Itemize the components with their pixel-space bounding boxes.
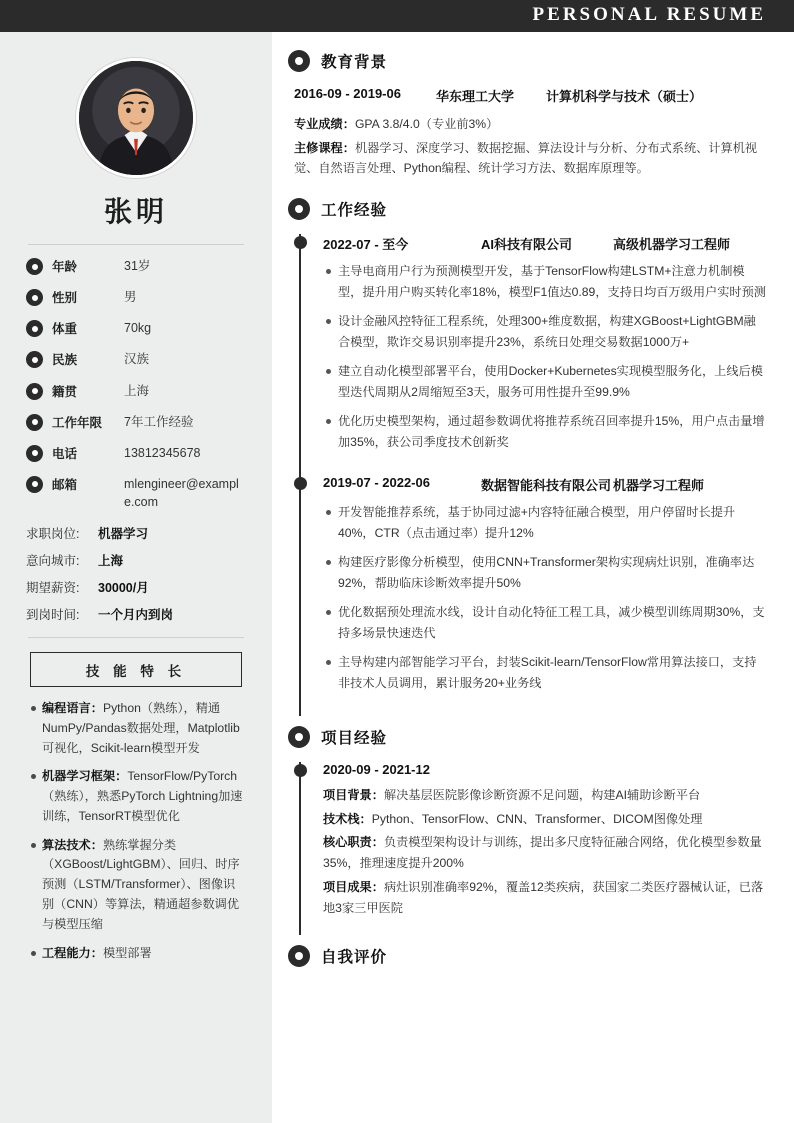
list-item: 设计金融风控特征工程系统，处理300+维度数据，构建XGBoost+LightGBM融合模型，欺诈交易识别率提升23%，系统日处理交易数据1000万+ [338,311,768,353]
education-school: 华东理工大学 [436,89,515,104]
intent-label: 期望薪资: [26,581,80,596]
intent-label: 求职岗位: [26,527,80,542]
work-header [323,475,768,494]
education-row [294,86,768,105]
work-date: 2022-07 - 至今 [323,237,409,253]
education-date: 2016-09 - 2019-06 [294,86,401,101]
work-timeline [299,234,768,716]
info-value: 31岁 [124,259,151,273]
detail-label: 项目成果： [323,879,384,894]
list-item [26,475,246,511]
intent-label: 意向城市: [26,554,80,569]
divider [28,244,244,245]
spacer [288,935,768,945]
detail-text: 解决基层医院影像诊断资源不足问题，构建AI辅助诊断平台 [383,787,701,802]
divider [28,637,244,638]
intent-value: 30000/月 [98,581,149,596]
timeline-dot-icon [294,477,307,490]
detail-label: 项目背景： [323,787,384,802]
sidebar [0,32,272,1123]
project-item [323,762,768,935]
list-item: 建立自动化模型部署平台，使用Docker+Kubernetes实现模型服务化，上线后模型迭代周期从2周缩短至3天，服务可用性提升至99.9% [338,361,768,403]
main-content [272,32,794,1123]
list-item [42,944,246,964]
list-item [26,413,246,431]
section-header-self-evaluation [288,945,768,967]
email-value: mlengineer@example.com [124,476,239,509]
info-value: 汉族 [124,352,150,367]
work-date: 2019-07 - 2022-06 [323,475,430,491]
skills-list [26,699,246,963]
work-item [323,234,768,475]
list-item [26,319,246,337]
project-detail [323,809,768,830]
detail-label: 核心职责： [323,835,384,850]
skill-text: 模型部署 [102,945,152,960]
mail-icon [26,476,43,493]
list-item [26,524,246,542]
info-value: 上海 [124,383,150,398]
circle-dot-icon [288,198,310,220]
phone-value: 13812345678 [124,445,201,460]
work-duty-list [323,261,768,453]
list-item: 主导构建内部智能学习平台，封装Scikit-learn/TensorFlow常用算法接口，支持非技术人员调用，累计服务20+业务线 [338,652,768,694]
project-detail [323,832,768,873]
list-item: 优化历史模型架构，通过超参数调优将推荐系统召回率提升15%，用户点击量增加35%，获公司季度技术创新奖 [338,411,768,453]
info-label: 电话 [52,446,78,461]
work-company: 数据智能科技有限公司 [481,478,612,494]
info-label: 邮箱 [52,477,78,492]
list-item [42,767,246,826]
intent-value: 上海 [98,554,124,569]
section-title: 教育背景 [321,54,388,71]
list-item [26,551,246,569]
project-date: 2020-09 - 2021-12 [323,761,430,777]
detail-text: 病灶识别准确率92%，覆盖12类疾病，获国家二类医疗器械认证，已落地3家三甲医院 [323,879,764,915]
section-header-education [288,50,768,72]
spacer [288,182,768,198]
detail-label: 专业成绩： [294,117,355,131]
intent-value: 一个月内到岗 [98,608,174,623]
detail-label: 技术栈： [323,811,372,826]
list-item [26,605,246,623]
skill-text: Python（熟练），精通NumPy/Pandas数据处理，Matplotlib可视化，Scikit-learn模型开发 [42,701,240,755]
section-title: 项目经验 [321,729,388,747]
skill-label: 算法技术： [42,837,103,852]
header-bar [0,0,794,32]
section-header-work [288,198,768,220]
detail-text: 负责模型架构设计与训练，提出多尺度特征融合网络，优化模型参数量35%，推理速度提升200% [323,835,762,871]
info-value: 7年工作经验 [124,414,194,429]
list-item [26,350,246,368]
page-title: PERSONAL RESUME [532,4,766,25]
skills-section-title: 技 能 特 长 [30,652,242,687]
project-detail [323,877,768,918]
timeline-dot-icon [294,236,307,249]
info-label: 年龄 [52,260,78,274]
section-title: 工作经验 [321,202,388,220]
circle-dot-icon [288,945,310,967]
skill-label: 机器学习框架： [42,769,128,784]
info-label: 籍贯 [52,384,78,399]
list-item [26,444,246,462]
list-item [26,578,246,596]
list-item [26,257,246,275]
personal-info-list [26,257,246,511]
circle-dot-icon [26,383,43,400]
candidate-name: 张明 [103,196,168,227]
detail-text: Python、TensorFlow、CNN、Transformer、DICOM图像处理 [371,811,703,826]
info-value: 男 [124,290,137,305]
education-detail [294,114,768,135]
intent-value: 机器学习 [98,527,149,542]
portrait-avatar-icon [79,61,193,175]
circle-dot-icon [26,351,43,368]
education-body [288,86,768,179]
list-item: 优化数据预处理流水线，设计自动化特征工程工具，减少模型训练周期30%，支持多场景快速迭代 [338,602,768,644]
info-label: 民族 [52,353,78,368]
circle-dot-icon [26,414,43,431]
circle-dot-icon [26,258,43,275]
intent-label: 到岗时间: [26,608,80,623]
section-title: 自我评价 [321,949,388,967]
info-label: 体重 [52,322,78,337]
spacer [288,716,768,726]
section-header-project [288,726,768,748]
list-item: 主导电商用户行为预测模型开发，基于TensorFlow构建LSTM+注意力机制模型，提升用户购买转化率18%，模型F1值达0.89，支持日均百万级用户实时预测 [338,261,768,303]
info-value: 70kg [124,321,152,336]
avatar [76,58,196,178]
list-item: 开发智能推荐系统，基于协同过滤+内容特征融合模型，用户停留时长提升40%，CTR（点击通过率）提升12% [338,502,768,544]
education-detail [294,138,768,179]
list-item: 构建医疗影像分析模型，使用CNN+Transformer架构实现病灶识别，准确率达92%，帮助临床诊断效率提升50% [338,552,768,594]
work-role: 高级机器学习工程师 [613,237,731,253]
work-header [323,234,768,253]
info-label: 性别 [52,291,78,306]
skill-label: 工程能力： [42,945,103,960]
skill-label: 编程语言： [42,701,103,716]
work-role: 机器学习工程师 [613,478,705,494]
work-duty-list [323,502,768,694]
project-timeline [299,762,768,935]
timeline-dot-icon [294,764,307,777]
circle-dot-icon [288,726,310,748]
list-item [42,699,246,758]
skill-text: 熟练掌握分类（XGBoost/LightGBM）、回归、时序预测（LSTM/Transformer）、图像识别（CNN）等算法，精通超参数调优与模型压缩 [42,837,240,931]
circle-dot-icon [26,320,43,337]
circle-dot-icon [288,50,310,72]
detail-text: 机器学习、深度学习、数据挖掘、算法设计与分析、分布式系统、计算机视觉、自然语言处理、Python编程、统计学习方法、数据库原理等。 [294,140,758,176]
list-item [26,288,246,306]
phone-icon [26,445,43,462]
work-item [323,475,768,716]
skill-text: TensorFlow/PyTorch（熟练），熟悉PyTorch Lightning加速训练，TensorRT模型优化 [42,769,243,823]
info-label: 工作年限 [52,415,103,430]
job-intent-list [26,524,246,623]
work-company: AI科技有限公司 [481,237,573,253]
detail-label: 主修课程： [294,140,355,155]
project-detail [323,785,768,806]
detail-text: GPA 3.8/4.0（专业前3%） [354,117,499,131]
circle-dot-icon [26,289,43,306]
education-major: 计算机科学与技术（硕士） [546,89,703,104]
list-item [42,836,246,935]
list-item [26,382,246,400]
